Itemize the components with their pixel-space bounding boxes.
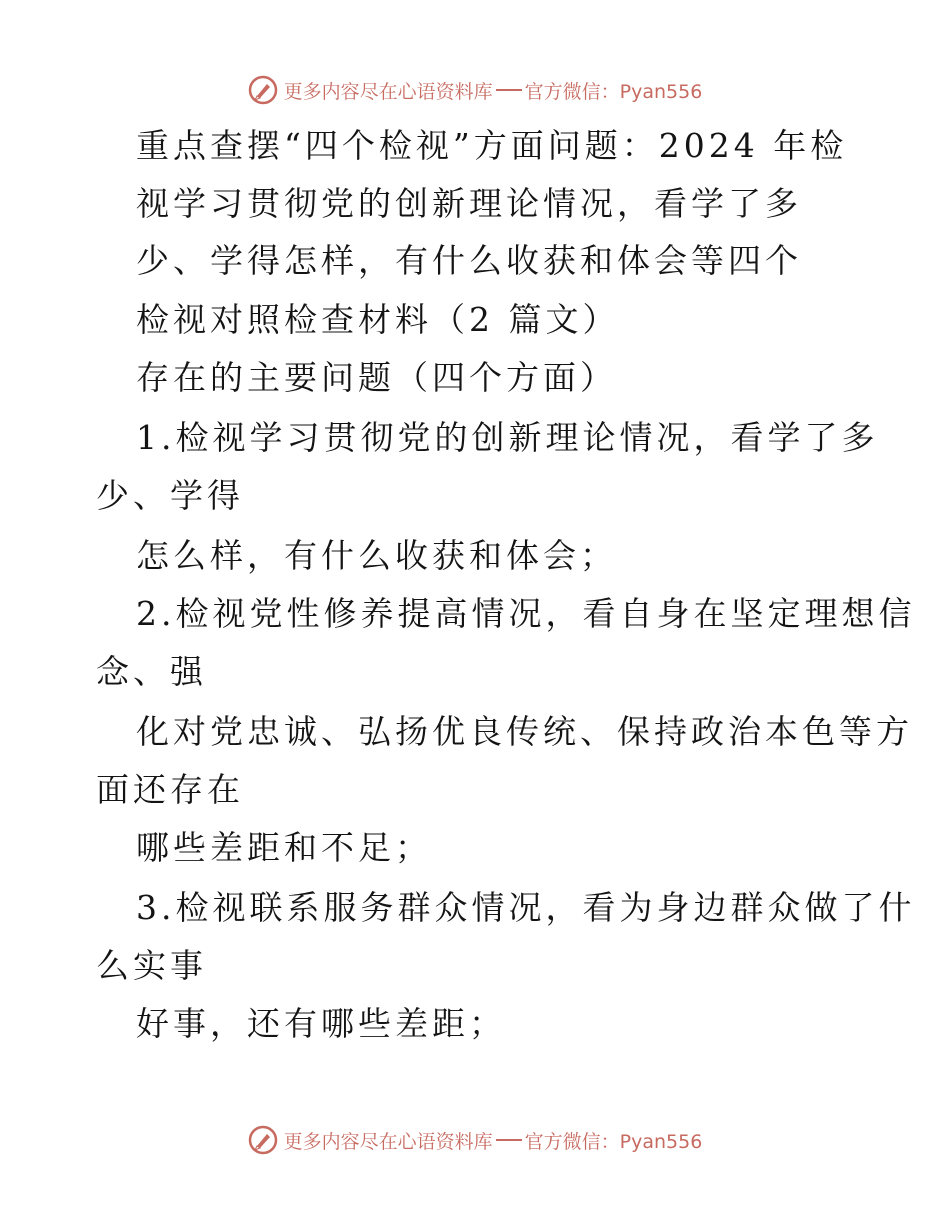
item-1-line-3: 怎么样，有什么收获和体会； bbox=[136, 536, 617, 575]
item-3-line-2: 么实事 bbox=[96, 946, 207, 985]
brand-text: 更多内容尽在心语资料库 bbox=[283, 1130, 493, 1153]
item-3-line-3: 好事，还有哪些差距； bbox=[136, 1004, 506, 1043]
section-heading: 存在的主要问题（四个方面） bbox=[136, 358, 617, 397]
header-watermark-banner bbox=[0, 70, 950, 110]
item-3-line-1: 3.检视联系服务群众情况，看为身边群众做了什 bbox=[136, 888, 916, 927]
title-line-3: 少、学得怎样，有什么收获和体会等四个 bbox=[136, 241, 802, 280]
item-2-line-4: 面还存在 bbox=[96, 770, 244, 809]
banner-dash bbox=[496, 89, 522, 91]
item-2-line-1: 2.检视党性修养提高情况，看自身在坚定理想信 bbox=[136, 594, 916, 633]
item-2-line-5: 哪些差距和不足； bbox=[136, 828, 432, 867]
footer-watermark-banner bbox=[0, 1120, 950, 1160]
item-2-line-2: 念、强 bbox=[96, 652, 207, 691]
wechat-text: 官方微信：Pyan556 bbox=[524, 1130, 703, 1153]
pen-nib-logo-icon bbox=[248, 75, 278, 105]
banner-dash bbox=[496, 1139, 522, 1141]
brand-text: 更多内容尽在心语资料库 bbox=[283, 80, 493, 103]
item-1-line-2: 少、学得 bbox=[96, 476, 244, 515]
item-1-line-1: 1.检视学习贯彻党的创新理论情况，看学了多 bbox=[136, 418, 879, 457]
title-line-1: 重点查摆“四个检视”方面问题：2024 年检 bbox=[136, 126, 848, 165]
wechat-text: 官方微信：Pyan556 bbox=[524, 80, 703, 103]
title-line-4: 检视对照检查材料（2 篇文） bbox=[136, 300, 620, 339]
item-2-line-3: 化对党忠诚、弘扬优良传统、保持政治本色等方 bbox=[136, 712, 913, 751]
pen-nib-logo-icon bbox=[248, 1125, 278, 1155]
title-line-2: 视学习贯彻党的创新理论情况，看学了多 bbox=[136, 184, 802, 223]
